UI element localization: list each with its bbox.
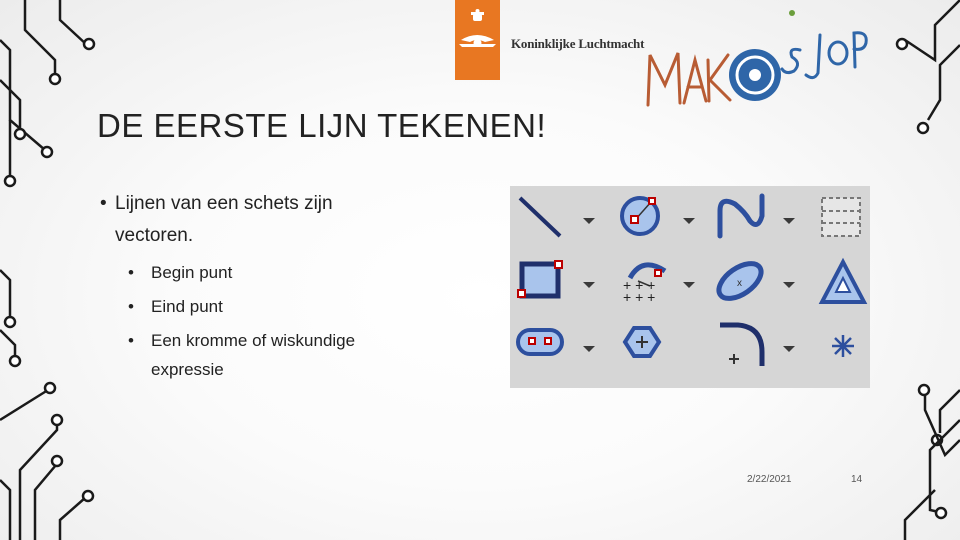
svg-text:x: x [737,278,742,289]
sub-bullet-text: Begin punt [151,263,233,282]
bullet-main-text: Lijnen van een schets zijn vectoren. [115,193,333,246]
sub-bullet [128,326,428,384]
bullet-dot-icon: • [128,297,134,316]
svg-text:+ + +: + + + [623,277,656,293]
sub-bullet-text: Een kromme of wiskundige expressie [151,331,356,379]
sketch-toolbar [510,186,870,388]
bullet-dot-icon: • [128,331,134,350]
bullet-main [100,188,420,252]
circle-icon[interactable] [622,198,658,234]
sub-bullet [128,258,428,287]
bullet-dot-icon: • [100,193,107,214]
slide-number: 14 [851,474,863,485]
svg-text:+ + +: + + + [623,289,656,305]
slot-icon[interactable] [518,330,562,354]
sub-bullet-text: Eind punt [151,297,223,316]
wings-emblem-icon [455,0,500,80]
bullet-dot-icon: • [128,263,134,282]
point-icon[interactable] [832,335,854,357]
rectangle-icon[interactable] [518,261,562,297]
sub-bullet [128,292,428,321]
luchtmacht-logo [455,0,500,80]
makersjop-logo [640,5,870,110]
org-name: Koninklijke Luchtmacht [511,36,645,51]
construction-grid-icon[interactable] [822,198,860,236]
slide-title: DE EERSTE LIJN TEKENEN! [97,107,547,144]
polygon-icon[interactable] [625,328,659,356]
slide-date: 2/22/2021 [747,474,792,485]
